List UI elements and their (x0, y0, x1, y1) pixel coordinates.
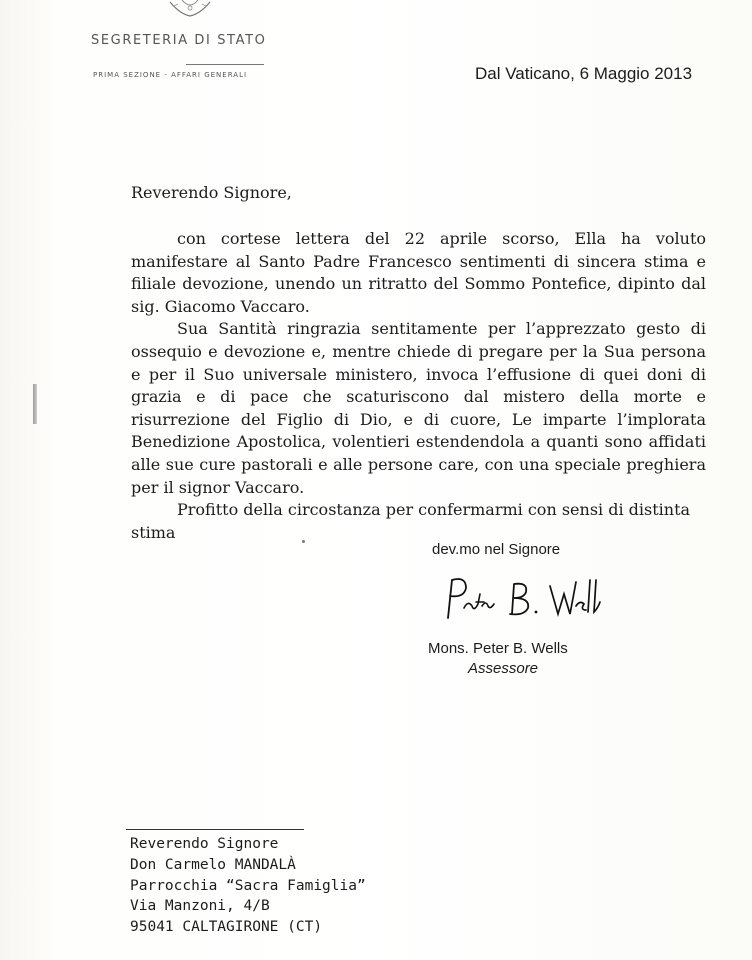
handwritten-signature (440, 574, 610, 622)
address-line: 95041 CALTAGIRONE (CT) (130, 919, 323, 936)
punch-hole-mark (33, 384, 37, 424)
signer-name: Mons. Peter B. Wells (428, 640, 568, 657)
recipient-address (130, 834, 366, 938)
body-paragraph: Profitto della circostanza per confermarmi con sensi di distinta stima (131, 500, 691, 542)
body-paragraph: con cortese lettera del 22 aprile scorso, Ella ha voluto manifestare al Santo Padre Francesco sentimenti di sincera stima e filiale devozione, unendo un ritratto del Sommo Pontefice, dipinto dal sig. Giacomo Vaccaro. (131, 229, 706, 316)
letter-date: Dal Vaticano, 6 Maggio 2013 (475, 64, 693, 83)
signer-title: Assessore (468, 660, 539, 677)
letterhead-title: SEGRETERIA DI STATO (91, 33, 267, 48)
salutation: Reverendo Signore, (131, 183, 292, 202)
paper-speck (302, 540, 305, 543)
letterhead-divider (186, 64, 264, 65)
address-line: Parrocchia “Sacra Famiglia” (130, 877, 366, 894)
closing-formula: dev.mo nel Signore (432, 541, 561, 558)
address-line: Via Manzoni, 4/B (130, 898, 270, 915)
address-divider (126, 829, 304, 830)
address-line: Don Carmelo MANDALÀ (130, 856, 296, 873)
body-paragraph: Sua Santità ringrazia sentitamente per l’apprezzato gesto di ossequio e devozione e, mentre chiede di pregare per la Sua persona e per il Suo universale ministero, invoca l’effusione di quei doni di grazia e di pace che scaturiscono dal mistero della morte e risurrezione del Figlio di Dio, e di cuore, Le imparte l’implorata Benedizione Apostolica, volentieri estendendola a quanti sono affidati alle sue cure pastorali e alle persone care, con una speciale preghiera per il signor Vaccaro. (131, 319, 706, 497)
letter-body (131, 228, 706, 544)
address-line: Reverendo Signore (130, 836, 279, 852)
letterhead-subtitle: PRIMA SEZIONE - AFFARI GENERALI (93, 71, 248, 79)
papal-crest-icon (160, 0, 220, 18)
